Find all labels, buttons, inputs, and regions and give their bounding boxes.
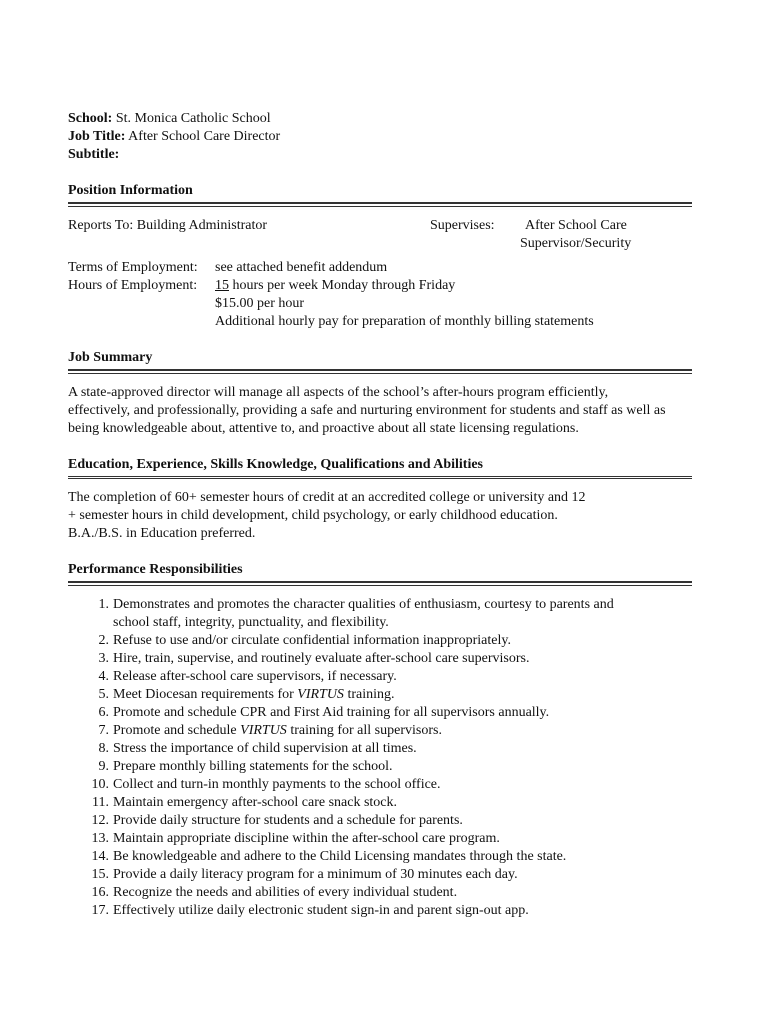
list-item-number: 16. [91,885,109,900]
reports-to-text: Reports To: Building Administrator [68,218,268,233]
list-item-number: 5. [98,687,109,702]
supervises-value [520,217,631,253]
list-item-number: 11. [92,795,109,810]
job-summary-text: A state-approved director will manage all aspects of the school’s after-hours program efficiently, effectively, and professionally, providing a safe and nurturing environment for students and staff as well as being knowledgeable about, attentive to, and proactive about all state licensing regulations. [68,385,666,436]
list-item-line-1: Maintain appropriate discipline within the after-school care program. [113,831,500,846]
list-item-line-1: Release after-school care supervisors, if necessary. [113,669,397,684]
education-section [68,456,692,543]
list-item-text-emphasis: VIRTUS [240,723,287,738]
list-item-line-2: school staff, integrity, punctuality, and flexibility. [113,615,389,630]
education-heading: Education, Experience, Skills Knowledge, Qualifications and Abilities [68,457,483,472]
responsibilities-section [68,561,692,920]
pay-value: $15.00 per hour [215,296,305,311]
list-item-number: 7. [98,723,109,738]
list-item-line-1: Effectively utilize daily electronic student sign-in and parent sign-out app. [113,903,529,918]
list-item-text [113,794,653,812]
list-item-line-1: Be knowledgeable and adhere to the Child Licensing mandates through the state. [113,849,567,864]
supervises-label: Supervises: [430,218,495,233]
school-value: St. Monica Catholic School [115,111,271,126]
list-item-line-1: Demonstrates and promotes the character qualities of enthusiasm, courtesy to parents and [113,597,614,612]
list-item [68,704,692,722]
list-item-text-pre: Promote and schedule [113,723,241,738]
hours-number: 15 [215,278,229,293]
position-information-section [68,182,692,331]
section-divider [68,202,692,207]
job-title-value: After School Care Director [128,129,281,144]
list-item [68,830,692,848]
list-item-text-pre: Meet Diocesan requirements for [113,687,298,702]
job-title-line [68,128,692,146]
list-item-line-1: Stress the importance of child supervision at all times. [113,741,417,756]
section-divider [68,476,692,479]
list-item-text-post: training for all supervisors. [286,723,442,738]
education-text [68,489,692,543]
list-item-text-post: training. [343,687,395,702]
school-line [68,110,692,128]
education-line-3: B.A./B.S. in Education preferred. [68,526,256,541]
section-divider [68,581,692,586]
list-item-line-1: Recognize the needs and abilities of every individual student. [113,885,458,900]
list-item-text [113,632,653,650]
list-item-number: 4. [98,669,109,684]
subtitle-label: Subtitle: [68,147,120,162]
list-item [68,794,692,812]
hours-rest: hours per week Monday through Friday [229,278,456,293]
hours-value [215,277,455,295]
reports-supervises-row [68,217,692,253]
list-item [68,596,692,632]
list-item-number: 15. [91,867,109,882]
list-item-number: 1. [98,597,109,612]
pay-row [68,295,692,313]
list-item-text [113,650,653,668]
list-item [68,668,692,686]
list-item-text [113,830,653,848]
list-item-number: 12. [91,813,109,828]
list-item-number: 2. [98,633,109,648]
list-item-number: 9. [98,759,109,774]
list-item-text [113,866,653,884]
employment-terms [68,259,692,331]
list-item [68,722,692,740]
list-item-text [113,722,653,740]
list-item-line-1: Provide a daily literacy program for a minimum of 30 minutes each day. [113,867,518,882]
list-item-line-1: Prepare monthly billing statements for the school. [113,759,393,774]
list-item-number: 8. [98,741,109,756]
education-line-1: The completion of 60+ semester hours of credit at an accredited college or university and 12 [68,490,586,505]
list-item-text [113,704,653,722]
list-item-number: 17. [91,903,109,918]
list-item-line-1: Promote and schedule CPR and First Aid training for all supervisors annually. [113,705,550,720]
list-item [68,740,692,758]
list-item-line-1: Collect and turn-in monthly payments to the school office. [113,777,441,792]
list-item-line-1: Refuse to use and/or circulate confidential information inappropriately. [113,633,511,648]
job-summary-section [68,349,692,438]
supervises-line-2: Supervisor/Security [520,236,632,251]
subtitle-line [68,146,692,164]
list-item-number: 10. [91,777,109,792]
additional-row [68,313,692,331]
terms-row [68,259,692,277]
hours-label: Hours of Employment: [68,278,198,293]
list-item-text [113,848,653,866]
list-item [68,866,692,884]
list-item-number: 13. [91,831,109,846]
list-item-text [113,596,653,632]
list-item [68,848,692,866]
list-item-text [113,812,653,830]
list-item-number: 6. [98,705,109,720]
list-item-text-emphasis: VIRTUS [297,687,344,702]
list-item-text [113,758,653,776]
list-item [68,776,692,794]
list-item [68,758,692,776]
position-information-heading: Position Information [68,183,193,198]
list-item-line-1: Maintain emergency after-school care snack stock. [113,795,398,810]
list-item [68,650,692,668]
list-item-text [113,884,653,902]
responsibilities-list [68,596,692,920]
list-item-number: 3. [98,651,109,666]
list-item-text [113,902,653,920]
list-item [68,686,692,704]
terms-value: see attached benefit addendum [215,260,388,275]
supervises-line-1: After School Care [525,218,627,233]
job-title-label: Job Title: [68,129,126,144]
terms-label: Terms of Employment: [68,260,198,275]
job-summary-heading: Job Summary [68,350,153,365]
list-item [68,884,692,902]
hours-row [68,277,692,295]
education-line-2: + semester hours in child development, child psychology, or early childhood education. [68,508,558,523]
list-item-line-1: Provide daily structure for students and a schedule for parents. [113,813,463,828]
list-item-text [113,740,653,758]
list-item-text [113,686,653,704]
list-item [68,902,692,920]
list-item [68,632,692,650]
job-description-page [68,110,692,920]
list-item-text [113,776,653,794]
list-item-line-1: Hire, train, supervise, and routinely evaluate after-school care supervisors. [113,651,530,666]
list-item-number: 14. [91,849,109,864]
additional-pay-value: Additional hourly pay for preparation of monthly billing statements [215,314,594,329]
list-item-text [113,668,653,686]
responsibilities-heading: Performance Responsibilities [68,562,243,577]
school-label: School: [68,111,113,126]
section-divider [68,369,692,374]
list-item [68,812,692,830]
